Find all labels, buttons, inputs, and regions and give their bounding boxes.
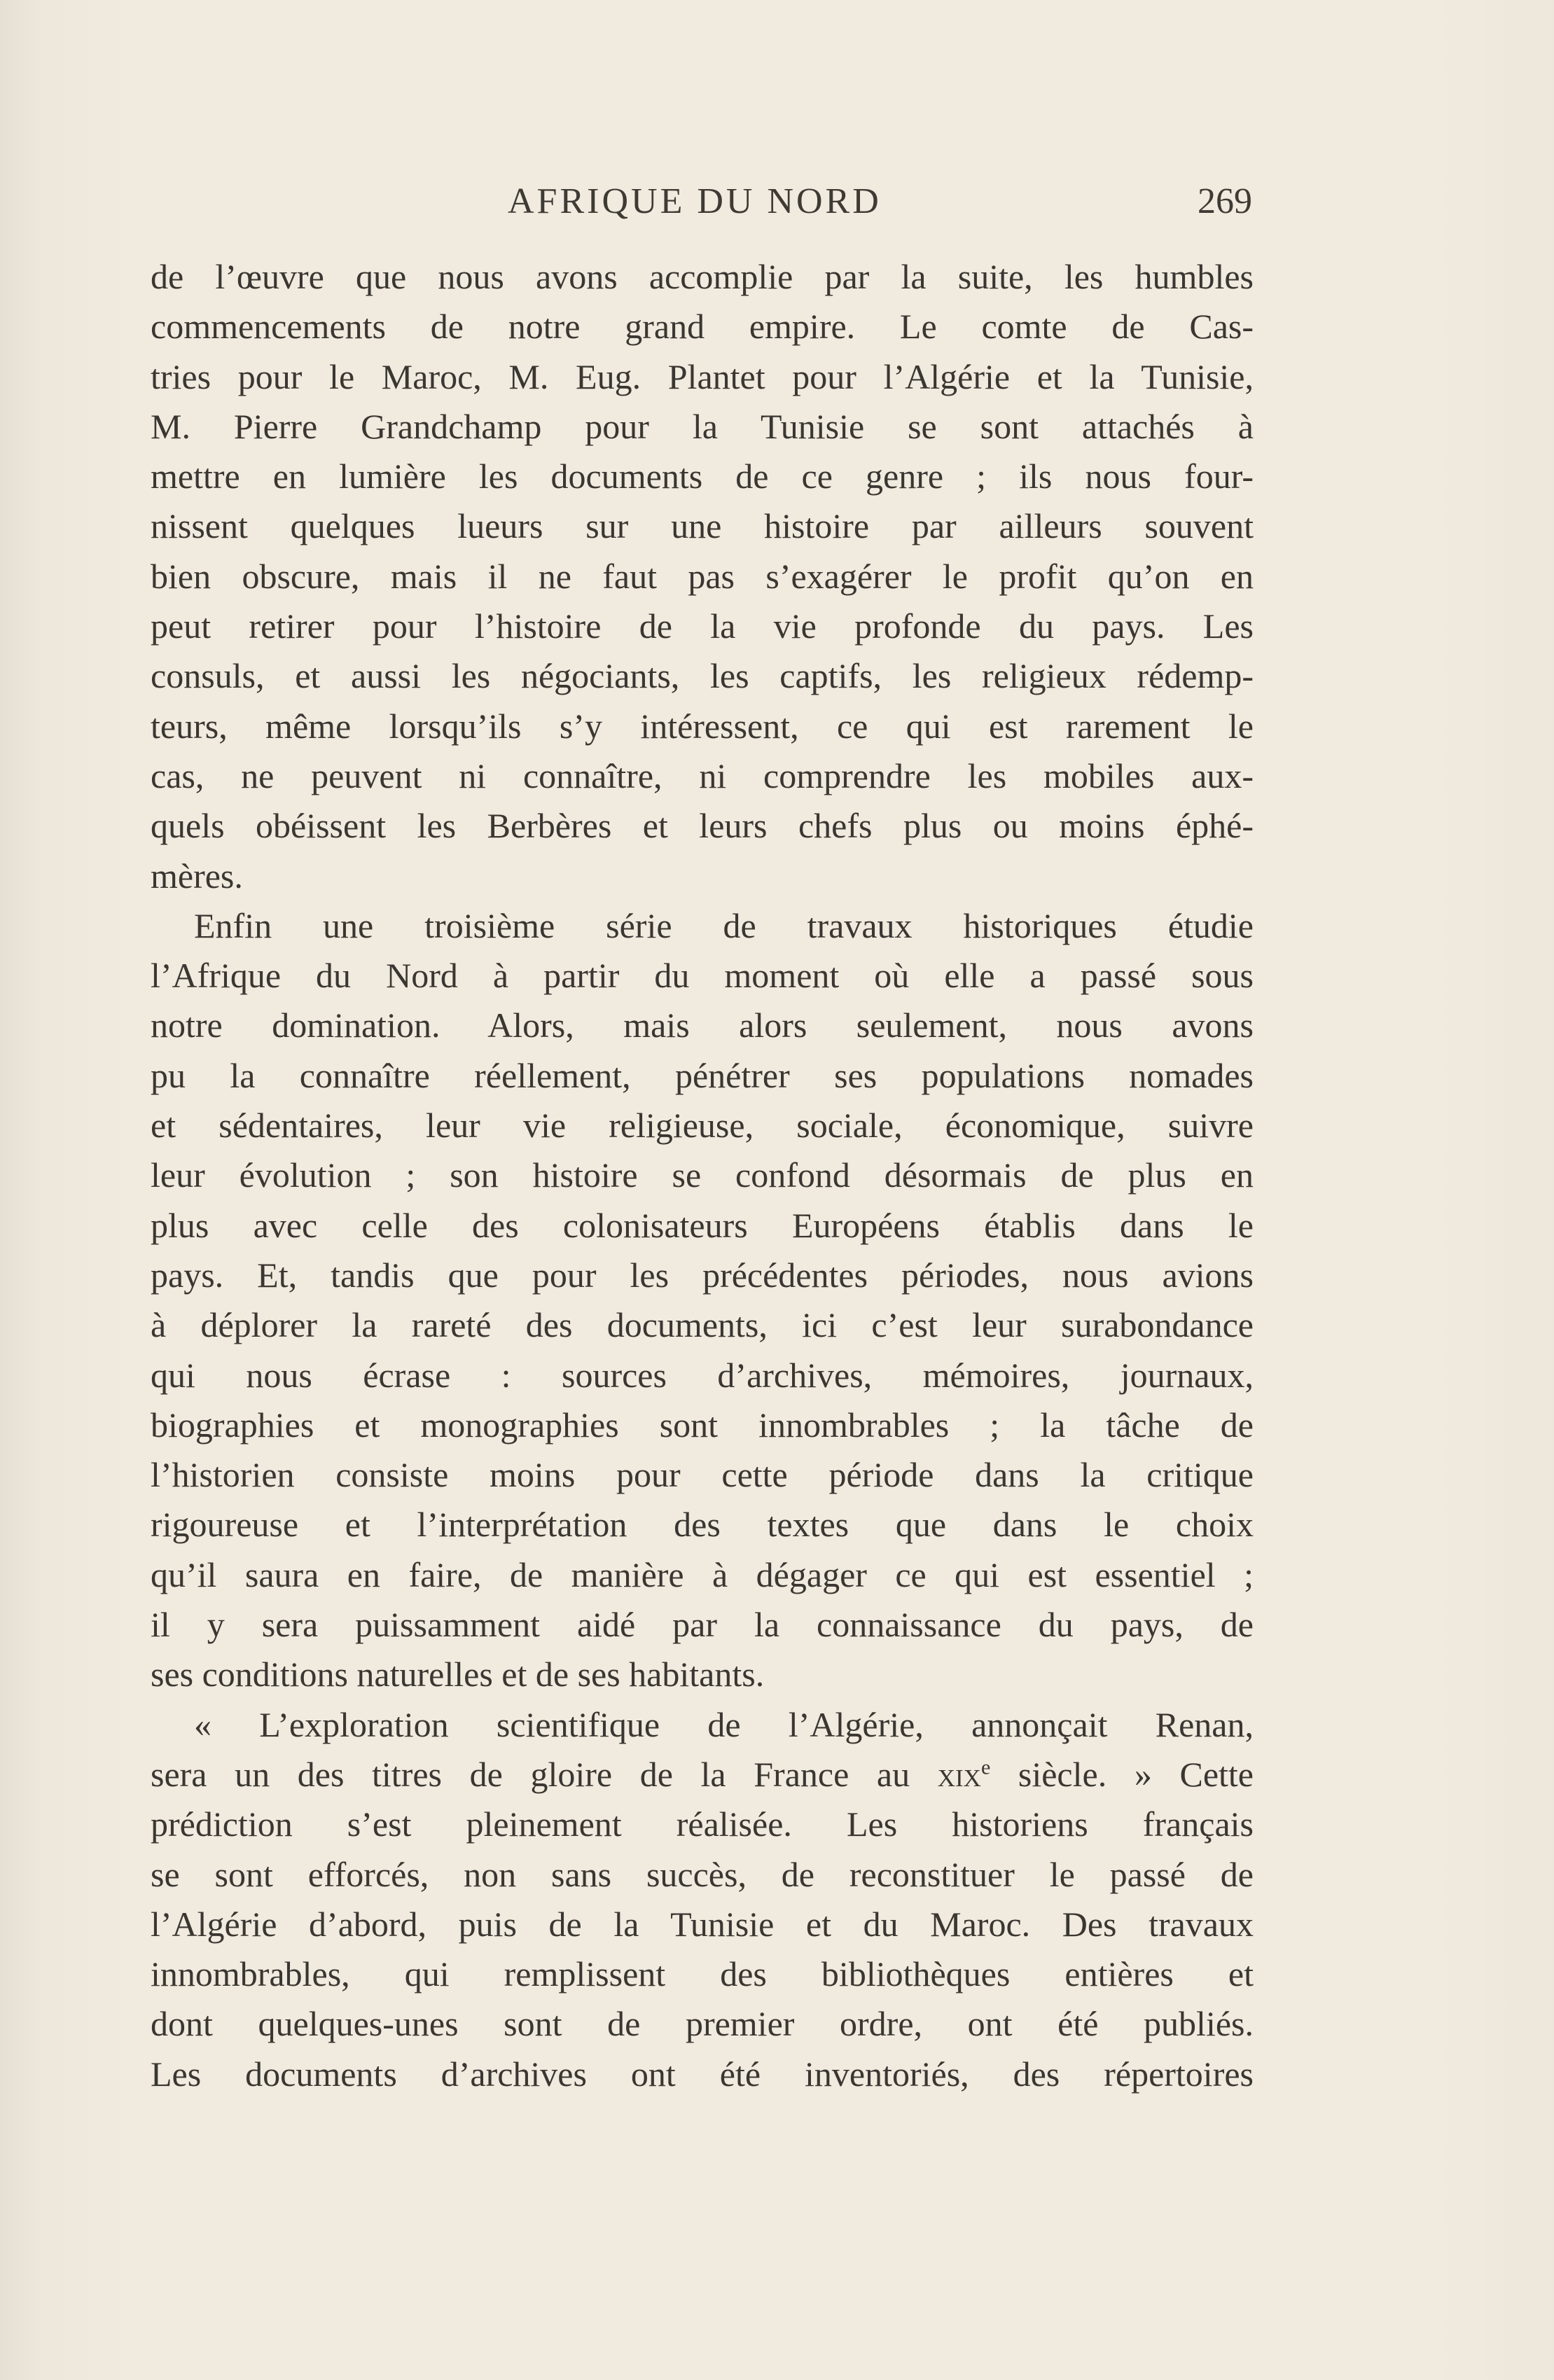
text-line: bien obscure, mais il ne faut pas s’exagérer le profit qu’on en [151,556,1254,596]
text-line: consuls, et aussi les négociants, les captifs, les religieux rédemp- [151,656,1254,696]
text-line: l’Algérie d’abord, puis de la Tunisie et du Maroc. Des travaux [151,1904,1254,1944]
text-line: nissent quelques lueurs sur une histoire par ailleurs souvent [151,506,1254,546]
century-numeral: xix [937,1754,981,1794]
text-line: mères. [151,856,243,896]
text-line: biographies et monographies sont innombrables ; la tâche de [151,1405,1254,1445]
text-line: mettre en lumière les documents de ce genre ; ils nous four- [151,457,1254,496]
text-line: dont quelques-unes sont de premier ordre, ont été publiés. [151,2004,1254,2044]
text-line-century [151,1750,1254,1800]
text-line: teurs, même lorsqu’ils s’y intéressent, ce qui est rarement le [151,706,1254,746]
text-line: plus avec celle des colonisateurs Européens établis dans le [151,1205,1254,1245]
text-line: pu la connaître réellement, pénétrer ses populations nomades [151,1055,1254,1095]
paragraph-start-line: « L’exploration scientifique de l’Algérie, annonçait Renan, [194,1704,1254,1744]
text-line: et sédentaires, leur vie religieuse, sociale, économique, suivre [151,1106,1254,1146]
text-line: rigoureuse et l’interprétation des textes que dans le choix [151,1505,1254,1545]
text-line: prédiction s’est pleinement réalisée. Les historiens français [151,1804,1254,1844]
text-line: tries pour le Maroc, M. Eug. Plantet pour l’Algérie et la Tunisie, [151,356,1254,396]
text-line: l’Afrique du Nord à partir du moment où elle a passé sous [151,956,1254,996]
text-line: à déplorer la rareté des documents, ici c’est leur surabondance [151,1305,1254,1345]
text-line: leur évolution ; son histoire se confond désormais de plus en [151,1155,1254,1195]
text-line: de l’œuvre que nous avons accomplie par la suite, les humbles [151,257,1254,296]
text-line: ses conditions naturelles et de ses habitants. [151,1655,765,1694]
text-line: commencements de notre grand empire. Le comte de Cas- [151,307,1254,347]
century-superscript: e [980,1755,991,1779]
text-line: cas, ne peuvent ni connaître, ni comprendre les mobiles aux- [151,756,1254,795]
text-line: l’historien consiste moins pour cette période dans la critique [151,1455,1254,1495]
text-line: qui nous écrase : sources d’archives, mémoires, journaux, [151,1355,1254,1395]
body-text [151,252,1254,2099]
text-line: il y sera puissamment aidé par la connaissance du pays, de [151,1605,1254,1645]
text-line: qu’il saura en faire, de manière à dégager ce qui est essentiel ; [151,1554,1254,1594]
text-line: quels obéissent les Berbères et leurs chefs plus ou moins éphé- [151,806,1254,846]
text-line: peut retirer pour l’histoire de la vie profonde du pays. Les [151,606,1254,646]
text-line: se sont efforcés, non sans succès, de reconstituer le passé de [151,1854,1254,1894]
text-line: notre domination. Alors, mais alors seulement, nous avons [151,1005,1254,1045]
paragraph-start-line: Enfin une troisième série de travaux historiques étudie [194,905,1254,945]
century-line-before: sera un des titres de gloire de la France au [151,1754,938,1794]
text-line: pays. Et, tandis que pour les précédentes périodes, nous avions [151,1255,1254,1295]
running-title: AFRIQUE DU NORD [508,181,882,221]
page-header [151,175,1254,231]
century-line-after: siècle. » Cette [990,1754,1254,1794]
page-number: 269 [1198,181,1252,221]
text-line: innombrables, qui remplissent des bibliothèques entières et [151,1954,1254,1994]
text-line: Les documents d’archives ont été inventoriés, des répertoires [151,2054,1254,2094]
text-line: M. Pierre Grandchamp pour la Tunisie se sont attachés à [151,406,1254,446]
